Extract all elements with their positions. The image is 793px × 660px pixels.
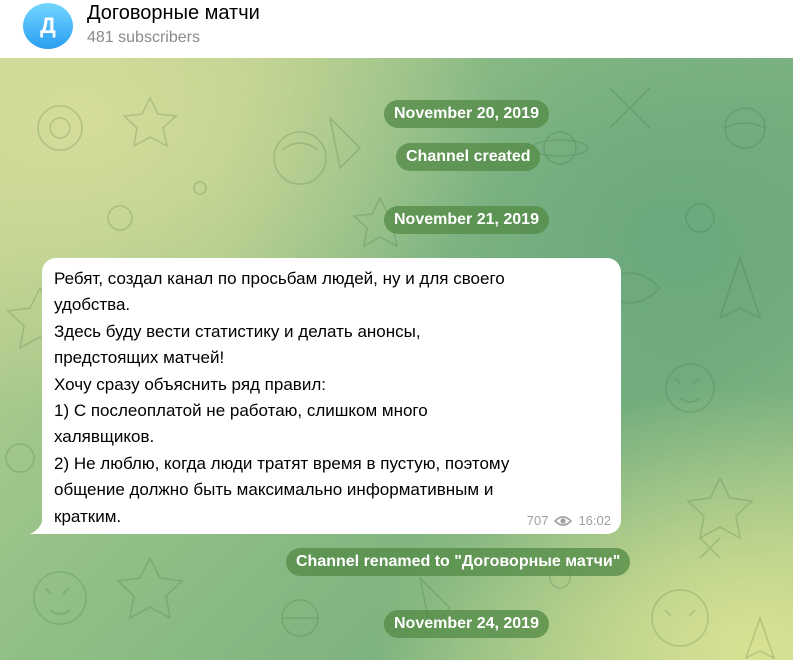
message-meta (527, 513, 611, 528)
service-message-channel-renamed: Channel renamed to "Договорные матчи" (286, 548, 630, 576)
channel-title[interactable]: Договорные матчи (87, 2, 260, 24)
message-text-line: 1) С послеоплатой не работаю, слишком много (54, 401, 428, 421)
message-text-line: общение должно быть максимально информативным и (54, 480, 494, 500)
chat-area[interactable] (0, 58, 793, 660)
view-count: 707 (526, 513, 549, 528)
message-text-line: Хочу сразу объяснить ряд правил: (54, 374, 326, 394)
date-separator: November 24, 2019 (384, 610, 549, 638)
channel-avatar[interactable]: Д (23, 3, 73, 49)
message-time: 16:02 (578, 513, 611, 528)
date-separator: November 20, 2019 (384, 100, 549, 128)
service-message-channel-created: Channel created (396, 143, 540, 171)
chat-header[interactable] (0, 0, 793, 58)
message-text-line: удобства. (54, 295, 131, 315)
date-separator: November 21, 2019 (384, 206, 549, 234)
message-text-line: халявщиков. (54, 427, 155, 447)
message-bubble[interactable] (42, 258, 621, 534)
message-text-line: Ребят, создал канал по просьбам людей, ну и для своего (54, 269, 505, 288)
message-text-line: предстоящих матчей! (54, 348, 225, 368)
message-text-line: кратким. (54, 506, 122, 526)
eye-icon (554, 515, 572, 527)
subscriber-count: 481 subscribers (87, 29, 200, 46)
message-text-line: 2) Не люблю, когда люди тратят время в пустую, поэтому (54, 453, 510, 473)
message-text-line: Здесь буду вести статистику и делать анонсы, (54, 321, 421, 341)
